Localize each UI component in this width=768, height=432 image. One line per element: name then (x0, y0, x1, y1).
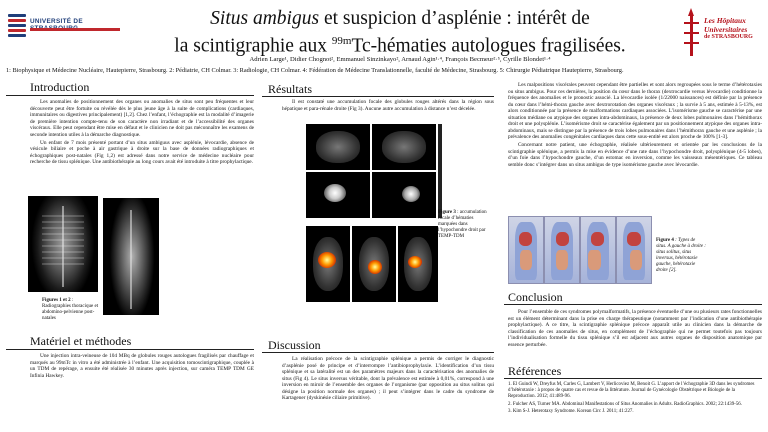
results-heading: Résultats (268, 82, 312, 96)
reference-item: 3. Kim S-J. Heterotaxy Syndrome. Korean Circ J. 2011; 41:227. (508, 409, 634, 414)
cathedral-icon (682, 8, 700, 58)
results-paragraph: Il est constaté une accumulation focale des globules rouges altérés dans la région sous hépatique et para-rénale droite (Fig 3). Aucune autre accumulation à distance n’est décelée. (282, 99, 494, 112)
figures-1-2-caption (42, 298, 102, 322)
right-column-text (508, 82, 762, 170)
caption-text: : Radiographies thoracique et abdomino-pelvienne post-natales (42, 298, 99, 321)
right-paragraph: Les malpositions viscérales peuvent cependant être partielles et sont alors regroupées sous le terme d’hétérotaxies ou situs ambigus. Pour ces dernières, la position du cœur dans le thorax (dextrocardie versus lévocardie) conditionne la fréquence des anomalies et le pronostic associé. La lévocardie isolée (1/22000 naissances) est définie par la présence du cœur dans l’hémi-thorax gauche avec dextrorotation des organes viscéraux ; la survie à 5 ans, estimée à 5-13%, est alors conditionnée par la présence de malformations cardiaques associées. L’isomérisme gauche se caractérise par une situation médiane ou atypique des organes intra-abdominaux, la présence de deux lobes pulmonaires dans l’hémithorax droit et une polysplénie. L’isomérisme droit se caractérise également par un positionnement atypique des organes intra-abdominaux, mais se distingue par la présence de trois lobes pulmonaires dans l’hémithorax gauche et une asplénie ; la prévalence des anomalies congénitales cardiaques dans cette sous-entité est alors proche de 100% [1-3]. (508, 82, 762, 140)
heterotaxy-right-diagram (616, 216, 652, 284)
divider (262, 96, 494, 97)
hospital-logo-line1: Les Hôpitaux (704, 16, 746, 25)
poster-title (130, 8, 670, 58)
divider (6, 349, 254, 350)
logo-mark-icon (8, 14, 26, 40)
logo-underline (30, 28, 120, 31)
authors: Adrien Large¹, Didier Chognot², Emmanuel Sinzinkayo², Arnaud Agin¹·⁴, François Becmeur²·⁵, Cyrille Blondet¹·⁴ (249, 56, 551, 63)
hospital-logo (680, 4, 762, 64)
conclusion-text (508, 309, 762, 350)
methods-heading: Matériel et méthodes (30, 334, 132, 348)
title-line2-post: Tc-hématies autologues fragilisées. (351, 35, 626, 57)
introduction-heading: Introduction (30, 80, 90, 94)
introduction-paragraph: Un enfant de 7 mois présenté portant d’un situs ambiguus avec asplénie, lévocardie, absence de vésicule biliaire et poche à air gastrique à droite sur la base de données radiographiques et échographiques post-natales (Fig 1,2) est adressé dans notre service de médecine nucléaire pour recherche de tissu splénique. Une antibiothérapie au long cours avait été introduite à titre prophylactique. (30, 139, 254, 165)
results-text (282, 99, 494, 114)
abdomen-xray-image (103, 198, 159, 315)
situs-inversus-diagram (544, 216, 580, 284)
title-italic: Situs ambigus (210, 8, 320, 29)
discussion-heading: Discussion (268, 338, 321, 352)
figure-4-caption (656, 238, 706, 274)
caption-label: Figure 4 (656, 238, 674, 243)
divider (504, 304, 762, 305)
ct-axial-image (372, 124, 436, 170)
conclusion-heading: Conclusion (508, 290, 563, 304)
spect-image (372, 172, 436, 218)
heterotaxy-left-diagram (580, 216, 616, 284)
university-logo (8, 12, 128, 46)
methods-text (30, 353, 254, 381)
affiliations: 1: Biophysique et Médecine Nucléaire, Hautepierre, Strasbourg. 2: Pédiatrie, CH Colmar. 3: Radiologie, CH Colmar. 4: Fédération de Médecine Translationnelle, faculté de Médecine, Strasbourg. 5: Chirurgie Pédiatrique Hautepierre, Strasbourg. (6, 67, 624, 74)
reference-item: 2. Fulcher AS, Turner MA. Abdominal Manifestations of Situs Anomalies in Adults. RadioGraphics. 2002; 22:1439-56. (508, 401, 742, 407)
divider (504, 378, 762, 379)
divider (262, 352, 494, 353)
fusion-sagittal-image (352, 226, 396, 302)
introduction-text (30, 99, 254, 167)
discussion-text (282, 356, 494, 403)
hospital-logo-line3: de STRASBOURG (704, 34, 753, 40)
methods-paragraph: Une injection intra-veineuse de 104 MBq de globules rouges autologues fragilisés par chauffage et marqués au 99mTc in vitro a été administrée à l’enfant. Une acquisition tomoscintigraphique, couplée à un TDM de repérage, a ensuite été réalisée 30 minutes après injection, sur caméra TEMP TDM GE Infinia Hawkey. (30, 353, 254, 379)
fusion-coronal-image (306, 226, 350, 302)
right-paragraph: Concernant notre patient, une échographie, réalisée ultérieurement et orientée par les conclusions de la scintigraphie splénique, a permis la mise en évidence d’une rate dans l’hypochondre droit, polysplénique (4-5 lobes), d’un foie dans l’hypochondre gauche, d’un estomac en inversion, comme les vaisseaux mésentériques. Ce tableau semble donc s’intégrer dans un situs ambigus de type isomérisme gauche avec lévocardie. (508, 142, 762, 168)
chest-xray-image (28, 196, 98, 292)
image-gap (438, 124, 442, 218)
title-sup: 99m (331, 35, 352, 47)
caption-label: Figure 3 (438, 210, 456, 215)
reference-item: 1. El Guindi W, Dreyfus M, Carles G, Lambert V, Herlicoviez M, Benoit G. L’apport de l’échographie 3D dans les syndromes d’hétérotaxie : à propos de quatre cas et revue de la littérature. Journal de Gynécologie Obstétrique et Biologie de la Reproduction. 2012; 41:489-96. (508, 382, 755, 399)
introduction-paragraph: Les anomalies de positionnement des organes ou anomalies de situs sont peu fréquentes et leur découverte peut être fortuite ou révélée dès le plus jeune âge à la suite de complications (cardiaques, immunitaires ou digestives principalement) [1,2]. Chez l’enfant, l’échographie est la modalité d’imagerie de première intention compte-tenu de son caractère non irradiant et de l’accessibilité des organes viscéraux. Elle peut cependant être mise en défaut et le clinicien ne doit pas méconnaître les examens de seconde intention utiles à la démarche diagnostique. (30, 99, 254, 138)
discussion-paragraph: La réalisation précoce de la scintigraphie splénique a permis de corriger le diagnostic d’asplénie posé de principe et d’interrompre l’antibioprophylaxie. L’identification d’un tissu splénique et sa latéralité est un des paramètres majeurs dans la caractérisation des anomalies de situs (Fig 4). Le situs inversus véritable, dont la prévalence est estimée à 0,01%, correspond à une inversion en miroir de l’ensemble des organes de l’organisme (par opposition au situs solitus qui désigne la position normale des organes) ; il peut s’intégrer dans le cadre du syndrome de Kartagener (dyskinésie ciliaire primitive). (282, 356, 494, 401)
fusion-axial-image (398, 226, 438, 302)
ct-axial-image (306, 124, 370, 170)
caption-text: : Types de situs. A gauche à droite : situs solitus, situs inversus, hétérotaxie gauche, hétérotaxie droite [2]. (656, 238, 706, 273)
figure-3-caption (438, 210, 490, 240)
hospital-logo-line2: Universitaires (704, 25, 748, 34)
references-list (508, 382, 762, 417)
references-heading: Références (508, 364, 562, 378)
divider (6, 95, 254, 96)
title-line2-pre: la scintigraphie aux (174, 35, 332, 57)
spect-image (306, 172, 370, 218)
university-logo-text: UNIVERSITÉ DE (30, 18, 83, 25)
conclusion-paragraph: Pour l’ensemble de ces syndromes polymalformatifs, la présence éventuelle d’une ou plusieurs rates fonctionnelles est un élément déterminant dans la prise en charge thérapeutique (notamment par l’indication d’une antibiothérapie prophylactique). A ce titre, la scintigraphie splénique précoce apparaît utile au clinicien dans la démarche de classification de ces anomalies de situs, en complément de l’échographie qui ne permet toutefois pas toujours l’individualisation formelle du tissu splénique s’il est adjacent aux autres organes de disposition anatomique par essence perturbée. (508, 309, 762, 348)
caption-text: : accumulation focale d’hématies marquées dans l’hypochondre droit par TEMP-TDM (438, 210, 487, 239)
title-line1: et suspicion d’asplénie : intérêt de (319, 8, 590, 29)
situs-solitus-diagram (508, 216, 544, 284)
caption-label: Figures 1 et 2 (42, 298, 71, 303)
